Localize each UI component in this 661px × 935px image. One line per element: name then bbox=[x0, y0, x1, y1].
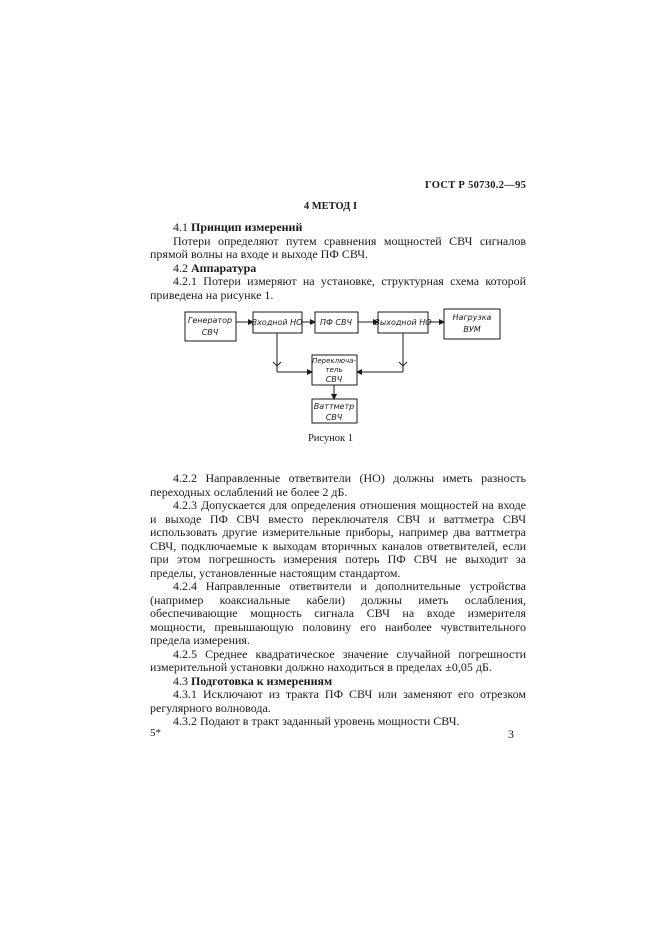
section-title: 4 МЕТОД I bbox=[303, 201, 358, 212]
heading-4-1-number: 4.1 bbox=[173, 220, 191, 234]
load-label-2: ВУМ bbox=[463, 325, 481, 334]
heading-4-3-number: 4.3 bbox=[173, 673, 191, 688]
wattmeter-label-2: СВЧ bbox=[325, 413, 343, 422]
generator-label-2: СВЧ bbox=[201, 328, 219, 337]
generator-label-1: Генератор bbox=[187, 316, 233, 325]
tick-output-left bbox=[399, 362, 403, 366]
wattmeter-label-1: Ваттметр bbox=[313, 402, 355, 411]
paragraph-4-3-2: 4.3.2 Подают в тракт заданный уровень мощности СВЧ. bbox=[173, 714, 460, 728]
heading-4-3-title: Подготовка к измерениям bbox=[191, 673, 333, 688]
paragraph-4-2-2: 4.2.2 Направленные ответвители (НО) должны иметь разность переходных ослаблений не более 2 дБ. bbox=[150, 471, 526, 499]
input-coupler-label: Входной НО bbox=[251, 318, 303, 327]
bandpass-filter-label: ПФ СВЧ bbox=[319, 318, 353, 327]
paragraph-4-2-4: 4.2.4 Направленные ответвители и дополнительные устройства (например коаксиальные кабели) должны иметь ослабления, обеспечивающие мощность сигнала СВЧ на входе измерителя мощности, превышающую половину его наиболее чувствительного предела измерения. bbox=[150, 579, 526, 647]
paragraph-4-2-5: 4.2.5 Среднее квадратическое значение случайной погрешности измерительной установки должно находиться в пределах ±0,05 дБ. bbox=[150, 646, 526, 674]
paragraph-4-2-3: 4.2.3 Допускается для определения отношения мощностей на входе и выходе ПФ СВЧ вместо переключателя СВЧ и ваттметра СВЧ использовать другие измерительные приборы, например два ваттметра СВЧ, подключаемые к выходам вторичных каналов ответвителей, если при этом погрешность измерения потерь ПФ СВЧ не выходит за пределы, установленные настоящим стандартом. bbox=[150, 498, 526, 580]
tick-input-left bbox=[273, 362, 277, 366]
switch-label-1: Переключа- bbox=[312, 357, 356, 365]
page-number: 3 bbox=[508, 727, 514, 741]
heading-4-2-number: 4.2 bbox=[173, 260, 191, 275]
bottom-text-block bbox=[150, 472, 526, 729]
heading-4-1 bbox=[150, 221, 526, 235]
switch-label-2: тель bbox=[325, 366, 343, 374]
figure-caption: Рисунок 1 bbox=[307, 433, 354, 444]
output-coupler-label: Выходной НО bbox=[374, 318, 432, 327]
standard-number: ГОСТ Р 50730.2—95 bbox=[425, 180, 527, 191]
heading-4-3 bbox=[150, 675, 526, 689]
block-diagram bbox=[150, 300, 526, 440]
tick-output-right bbox=[403, 362, 407, 366]
paragraph-4-2-1: 4.2.1 Потери измеряют на установке, структурная схема которой приведена на рисунке 1. bbox=[150, 274, 526, 302]
heading-4-2-title: Аппаратура bbox=[191, 260, 257, 275]
footer-mark: 5* bbox=[150, 727, 161, 739]
tick-input-right bbox=[277, 362, 281, 366]
paragraph-4-3-1: 4.3.1 Исключают из тракта ПФ СВЧ или заменяют его отрезком регулярного волновода. bbox=[150, 687, 526, 715]
top-text-block bbox=[150, 221, 526, 302]
load-label-1: Нагрузка bbox=[452, 313, 492, 322]
switch-label-3: СВЧ bbox=[325, 375, 343, 384]
heading-4-2 bbox=[150, 262, 526, 276]
heading-4-1-title: Принцип измерений bbox=[191, 220, 303, 234]
paragraph-4-1: Потери определяют путем сравнения мощностей СВЧ сигналов прямой волны на входе и выходе ПФ СВЧ. bbox=[150, 233, 526, 261]
